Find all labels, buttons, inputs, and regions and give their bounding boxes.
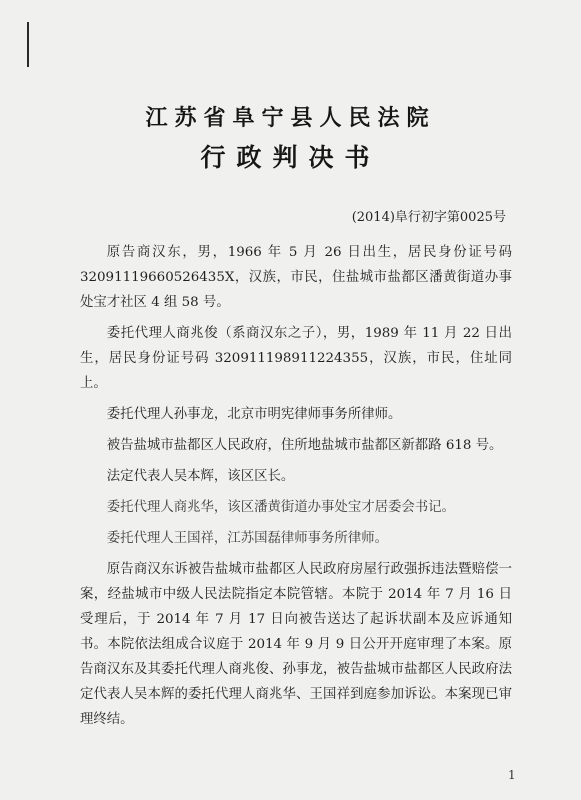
paragraph-case-summary: 原告商汉东诉被告盐城市盐都区人民政府房屋行政强拆违法暨赔偿一案，经盐城市中级人民法院指定本院管辖。本院于 2014 年 7 月 16 日受理后，于 2014 年 7 月 17 日向被告送达了起诉状副本及应诉通知书。本院依法组成合议庭于 2014 年 9 月 9 日公开开庭审理了本案。原告商汉东及其委托代理人商兆俊、孙事龙，被告盐城市盐都区人民政府法定代表人吴本辉的委托代理人商兆华、王国祥到庭参加诉讼。本案现已审理终结。 [80, 562, 512, 727]
paragraph-plaintiff: 原告商汉东，男，1966 年 5 月 26 日出生，居民身份证号码 32091119660526435X，汉族，市民，住盐城市盐都区潘黄街道办事处宝才社区 4 组 58 号。 [80, 245, 512, 310]
court-name: 江苏省阜宁县人民法院 [145, 105, 436, 131]
binding-mark [27, 22, 29, 67]
page-number: 1 [508, 768, 516, 782]
paragraph-legal-representative: 法定代表人吴本辉，该区区长。 [106, 469, 295, 484]
paragraph-plaintiff-agent-1: 委托代理人商兆俊（系商汉东之子），男，1989 年 11 月 22 日出生，居民身份证号码 320911198911224355，汉族，市民，住址同上。 [80, 326, 512, 391]
paragraph-defendant-agent-1: 委托代理人商兆华，该区潘黄街道办事处宝才居委会书记。 [106, 500, 455, 515]
paragraph-defendant-agent-2: 委托代理人王国祥，江苏国磊律师事务所律师。 [106, 531, 388, 546]
paragraph-defendant: 被告盐城市盐都区人民政府，住所地盐城市盐都区新都路 618 号。 [106, 438, 503, 453]
judgment-body [80, 240, 512, 738]
paragraph-plaintiff-agent-2: 委托代理人孙事龙，北京市明宪律师事务所律师。 [106, 407, 402, 422]
case-number: (2014)阜行初字第0025号 [351, 210, 506, 225]
document-type-title: 行政判决书 [200, 143, 381, 172]
